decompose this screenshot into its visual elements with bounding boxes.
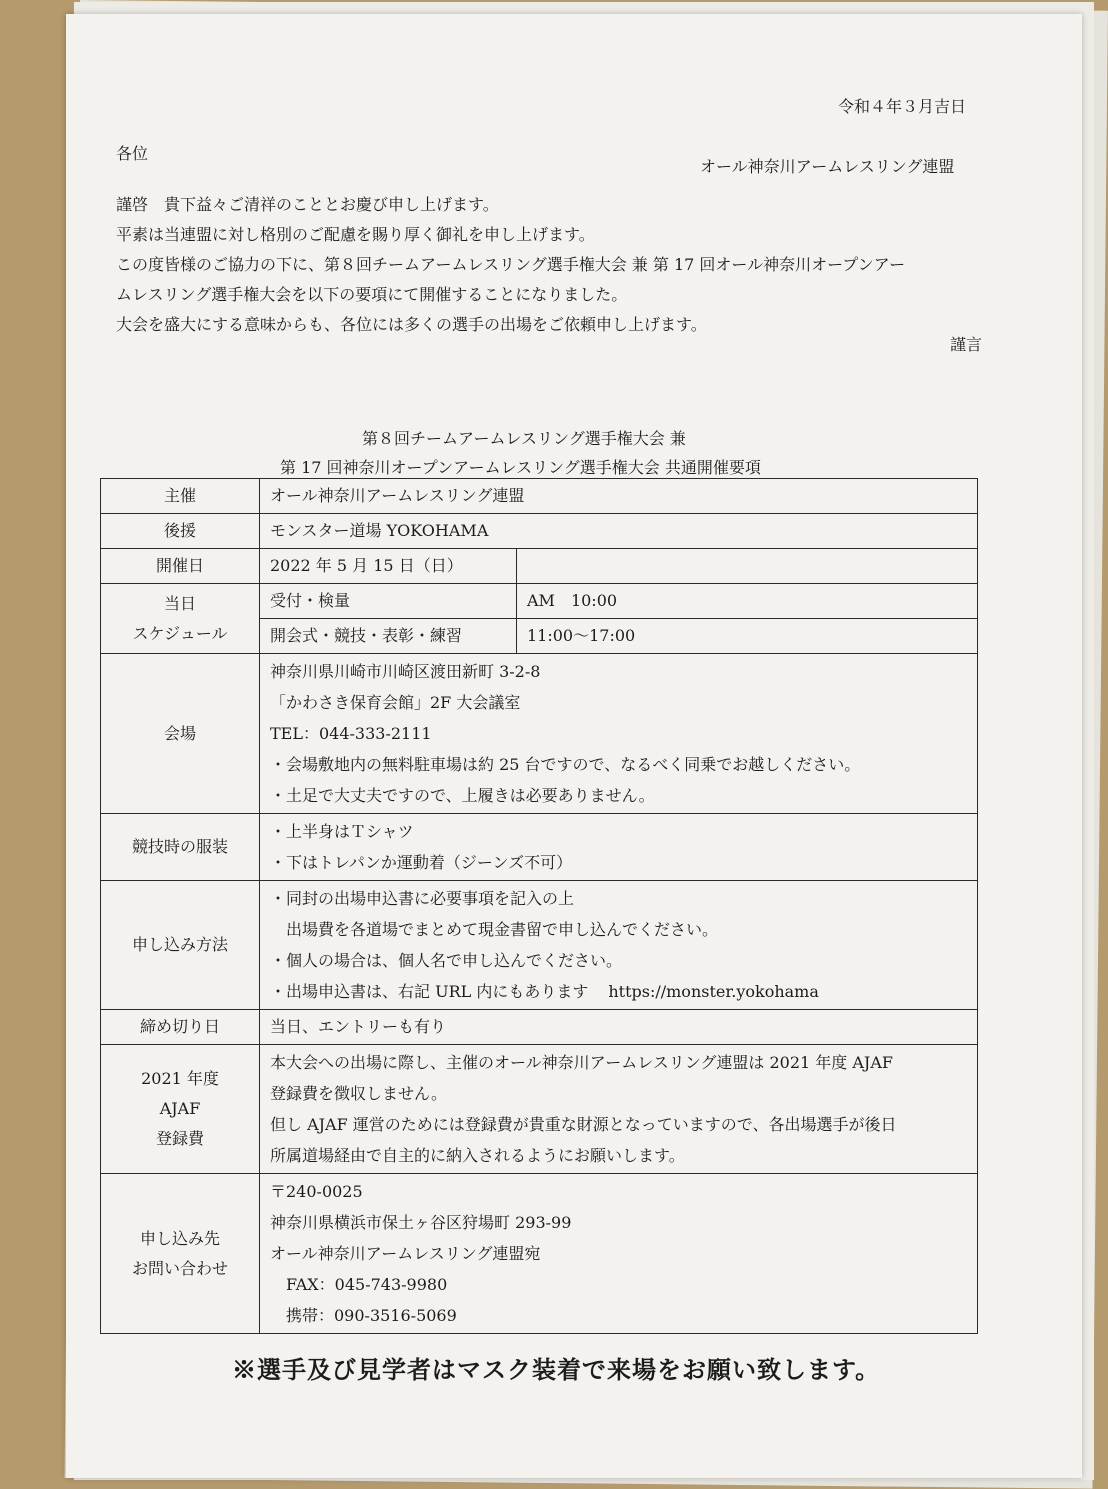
table-row [101,584,978,619]
contact-label-line: お問い合わせ [131,1258,228,1278]
guidelines-subtitle: 第 17 回神奈川オープンアームレスリング選手権大会 共通開催要項 [280,458,761,477]
contact-line: FAX：045-743-9980 [270,1275,448,1294]
table-row [101,549,978,584]
letter-body-line: この度皆様のご協力の下に、第８回チームアームレスリング選手権大会 兼 第 17 回オール神奈川オープンアー [116,255,906,274]
ajaf-label-line: 登録費 [155,1129,204,1148]
row-label-contact [101,1174,260,1334]
venue-line: TEL：044-333-2111 [270,724,432,743]
application-value [260,881,978,1010]
letter-body-line: ムレスリング選手権大会を以下の要項にて開催することになりました。 [116,285,628,304]
application-url-link[interactable]: https://monster.yokohama [608,982,819,1001]
organizer-value: オール神奈川アームレスリング連盟 [260,479,978,514]
ajaf-label-line: AJAF [159,1099,201,1118]
contact-line: オール神奈川アームレスリング連盟宛 [270,1244,541,1263]
venue-line: ・土足で大丈夫ですので、上履きは必要ありません。 [270,786,655,805]
ajaf-line: 本大会への出場に際し、主催のオール神奈川アームレスリング連盟は 2021 年度 AJAF [270,1053,894,1072]
application-line: ・同封の出場申込書に必要事項を記入の上 [270,889,575,908]
table-row [101,654,978,814]
row-label-deadline: 締め切り日 [101,1010,260,1045]
letter-closing: 謹言 [950,335,983,354]
row-label-venue: 会場 [101,654,260,814]
row-label-sponsor: 後援 [101,514,260,549]
letter-sender: オール神奈川アームレスリング連盟 [700,157,955,176]
venue-value [260,654,978,814]
attire-line: ・上半身はＴシャツ [270,822,414,841]
letter-body-line: 謹啓 貴下益々ご清祥のこととお慶び申し上げます。 [116,195,499,214]
sponsor-value: モンスター道場 YOKOHAMA [260,514,978,549]
contact-line: 〒240-0025 [270,1182,363,1201]
letter-body-line: 平素は当連盟に対し格別のご配慮を賜り厚く御礼を申し上げます。 [116,225,595,244]
attire-line: ・下はトレパンか運動着（ジーンズ不可） [270,853,573,872]
application-url-text: ・出場申込書は、右記 URL 内にもあります [270,982,589,1001]
schedule-time: AM 10:00 [517,584,978,619]
row-label-organizer: 主催 [101,479,260,514]
mask-notice: ※選手及び見学者はマスク装着で来場をお願い致します。 [232,1355,881,1384]
contact-line: 神奈川県横浜市保土ヶ谷区狩場町 293-99 [270,1213,572,1232]
venue-line: ・会場敷地内の無料駐車場は約 25 台ですので、なるべく同乗でお越しください。 [270,755,861,774]
letter-body [116,190,905,340]
guidelines-table [100,478,978,1334]
document-page [66,14,1082,1478]
table-row [101,514,978,549]
empty-cell [517,549,978,584]
ajaf-line: 所属道場経由で自主的に納入されるようにお願いします。 [270,1146,685,1165]
schedule-item: 開会式・競技・表彰・練習 [260,619,517,654]
row-label-schedule [101,584,260,654]
schedule-label-line: スケジュール [132,623,228,643]
schedule-item: 受付・検量 [260,584,517,619]
ajaf-value [260,1045,978,1174]
venue-line: 「かわさき保育会館」2F 大会議室 [270,693,521,712]
row-label-attire: 競技時の服装 [101,814,260,881]
contact-label-line: 申し込み先 [139,1228,220,1248]
letter-addressee: 各位 [116,144,149,163]
schedule-time: 11:00～17:00 [517,619,978,654]
row-label-application: 申し込み方法 [101,881,260,1010]
application-line: ・個人の場合は、個人名で申し込んでください。 [270,951,623,970]
ajaf-label-line: 2021 年度 [141,1069,219,1088]
attire-value [260,814,978,881]
application-line [270,976,967,1007]
venue-line: 神奈川県川崎市川崎区渡田新町 3-2-8 [270,662,541,681]
event-date-value: 2022 年 5 月 15 日（日） [260,549,517,584]
letter-body-line: 大会を盛大にする意味からも、各位には多くの選手の出場をご依頼申し上げます。 [116,315,707,334]
ajaf-line: 但し AJAF 運営のためには登録費が貴重な財源となっていますので、各出場選手が後日 [270,1115,897,1134]
row-label-ajaf [101,1045,260,1174]
table-row [101,1174,978,1334]
deadline-value: 当日、エントリーも有り [260,1010,978,1045]
ajaf-line: 登録費を徴収しません。 [270,1084,447,1103]
table-row [101,1045,978,1174]
table-row [101,479,978,514]
schedule-label-line: 当日 [163,593,196,613]
contact-value [260,1174,978,1334]
contact-line: 携帯：090-3516-5069 [270,1306,457,1325]
table-row [101,881,978,1010]
row-label-date: 開催日 [101,549,260,584]
table-row [101,1010,978,1045]
application-line: 出場費を各道場でまとめて現金書留で申し込んでください。 [270,920,719,939]
table-row [101,814,978,881]
guidelines-title: 第８回チームアームレスリング選手権大会 兼 [362,429,686,448]
letter-date: 令和４年３月吉日 [838,97,967,116]
